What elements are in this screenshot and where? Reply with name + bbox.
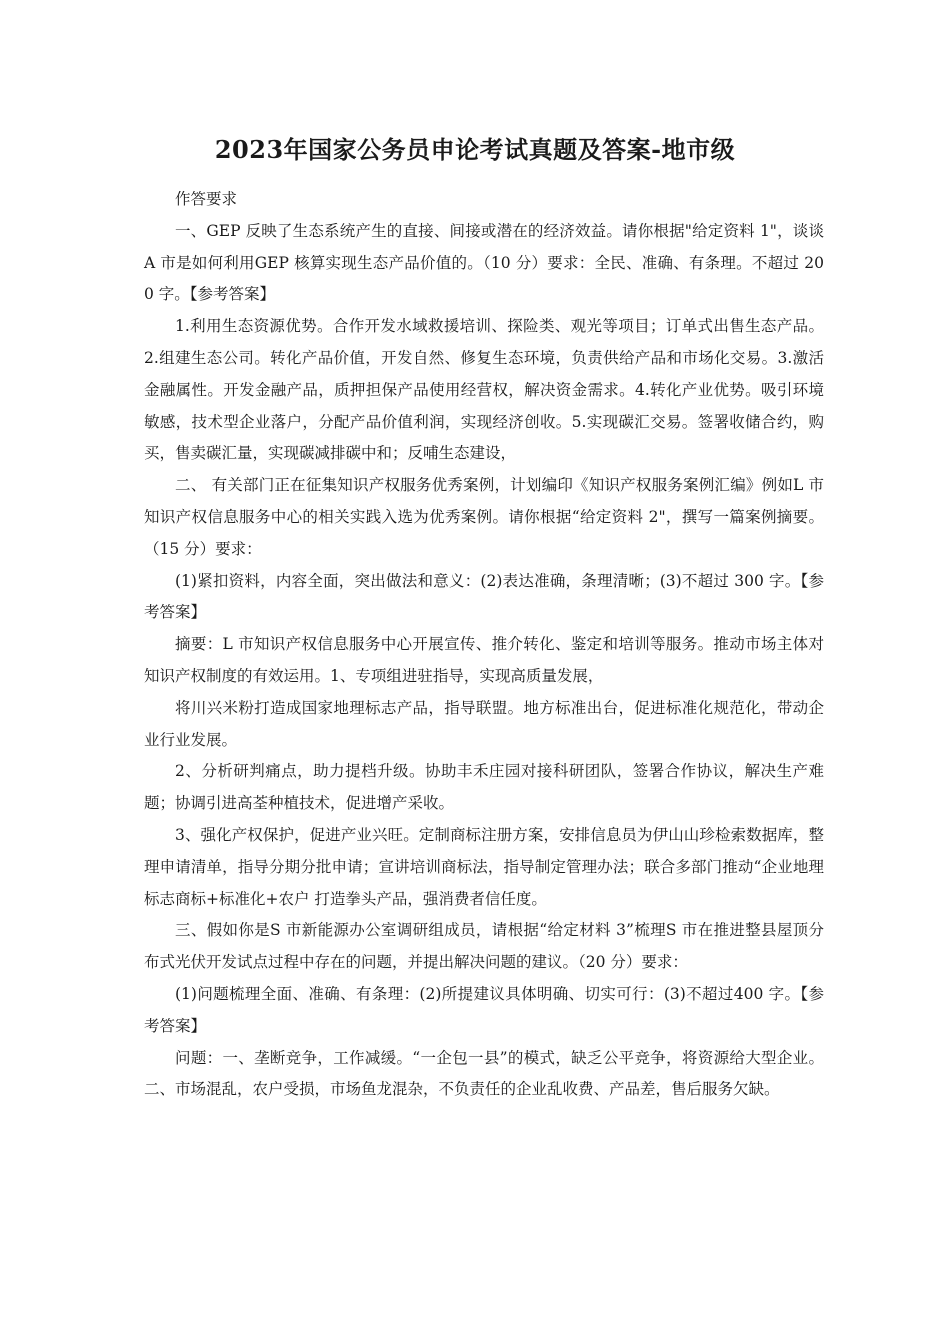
paragraph: (1)问题梳理全面、准确、有条理：(2)所提建议具体明确、切实可行：(3)不超过400 字。【参考答案】 xyxy=(144,984,824,1035)
paragraph: 3、强化产权保护，促进产业兴旺。定制商标注册方案，安排信息员为伊山山珍检索数据库，整理申请清单，指导分期分批申请；宣讲培训商标法，指导制定管理办法；联合多部门推动“企业地理标志商标+标准化+农户 打造拳头产品，强消费者信任度。 xyxy=(144,825,824,908)
document-title: 2023年国家公务员申论考试真题及答案-地市级 xyxy=(214,135,736,164)
document-body xyxy=(144,184,824,1106)
paragraph: 一、GEP 反映了生态系统产生的直接、间接或潜在的经济效益。请你根据"给定资料 1"，谈谈A 市是如何利用GEP 核算实现生态产品价值的。（10 分）要求：全民、准确、有条理。不超过 200 字。【参考答案】 xyxy=(144,221,824,304)
paragraph: 2、分析研判痛点，助力提档升级。协助丰禾庄园对接科研团队，签署合作协议，解决生产难题；协调引进高荃种植技术，促进增产采收。 xyxy=(144,762,824,813)
paragraph: 将川兴米粉打造成国家地理标志产品，指导联盟。地方标准出台，促进标准化规范化，带动企业行业发展。 xyxy=(144,698,824,749)
paragraph: 问题：一、垄断竞争，工作减缓。“一企包一县”的模式，缺乏公平竞争，将资源给大型企业。二、市场混乱，农户受损，市场鱼龙混杂，不负责任的企业乱收费、产品差，售后服务欠缺。 xyxy=(144,1048,824,1099)
paragraph: 1.利用生态资源优势。合作开发水域救援培训、探险类、观光等项目；订单式出售生态产品。2.组建生态公司。转化产品价值，开发自然、修复生态环境，负责供给产品和市场化交易。3.激活金融属性。开发金融产品，质押担保产品使用经营权，解决资金需求。4.转化产业优势。吸引环境敏感，技术型企业落户，分配产品价值利润，实现经济创收。5.实现碳汇交易。签署收储合约，购买，售卖碳汇量，实现碳减排碳中和；反哺生态建设， xyxy=(144,317,824,463)
paragraph: 摘要：L 市知识产权信息服务中心开展宣传、推介转化、鉴定和培训等服务。推动市场主体对知识产权制度的有效运用。1、专项组进驻指导，实现高质量发展， xyxy=(144,635,824,685)
paragraph: 作答要求 xyxy=(175,190,238,208)
paragraph: (1)紧扣资料，内容全面，突出做法和意义：(2)表达准确，条理清晰；(3)不超过 300 字。【参考答案】 xyxy=(144,571,824,622)
paragraph: 三、假如你是S 市新能源办公室调研组成员，请根据“给定材料 3”梳理S 市在推进整县屋顶分布式光伏开发试点过程中存在的问题，并提出解决问题的建议。（20 分）要求： xyxy=(144,921,824,972)
paragraph: 二、 有关部门正在征集知识产权服务优秀案例，计划编印《知识产权服务案例汇编》例如L 市知识产权信息服务中心的相关实践入选为优秀案例。请你根据“给定资料 2"，撰写一篇案例摘要。（15 分）要求： xyxy=(144,476,824,558)
